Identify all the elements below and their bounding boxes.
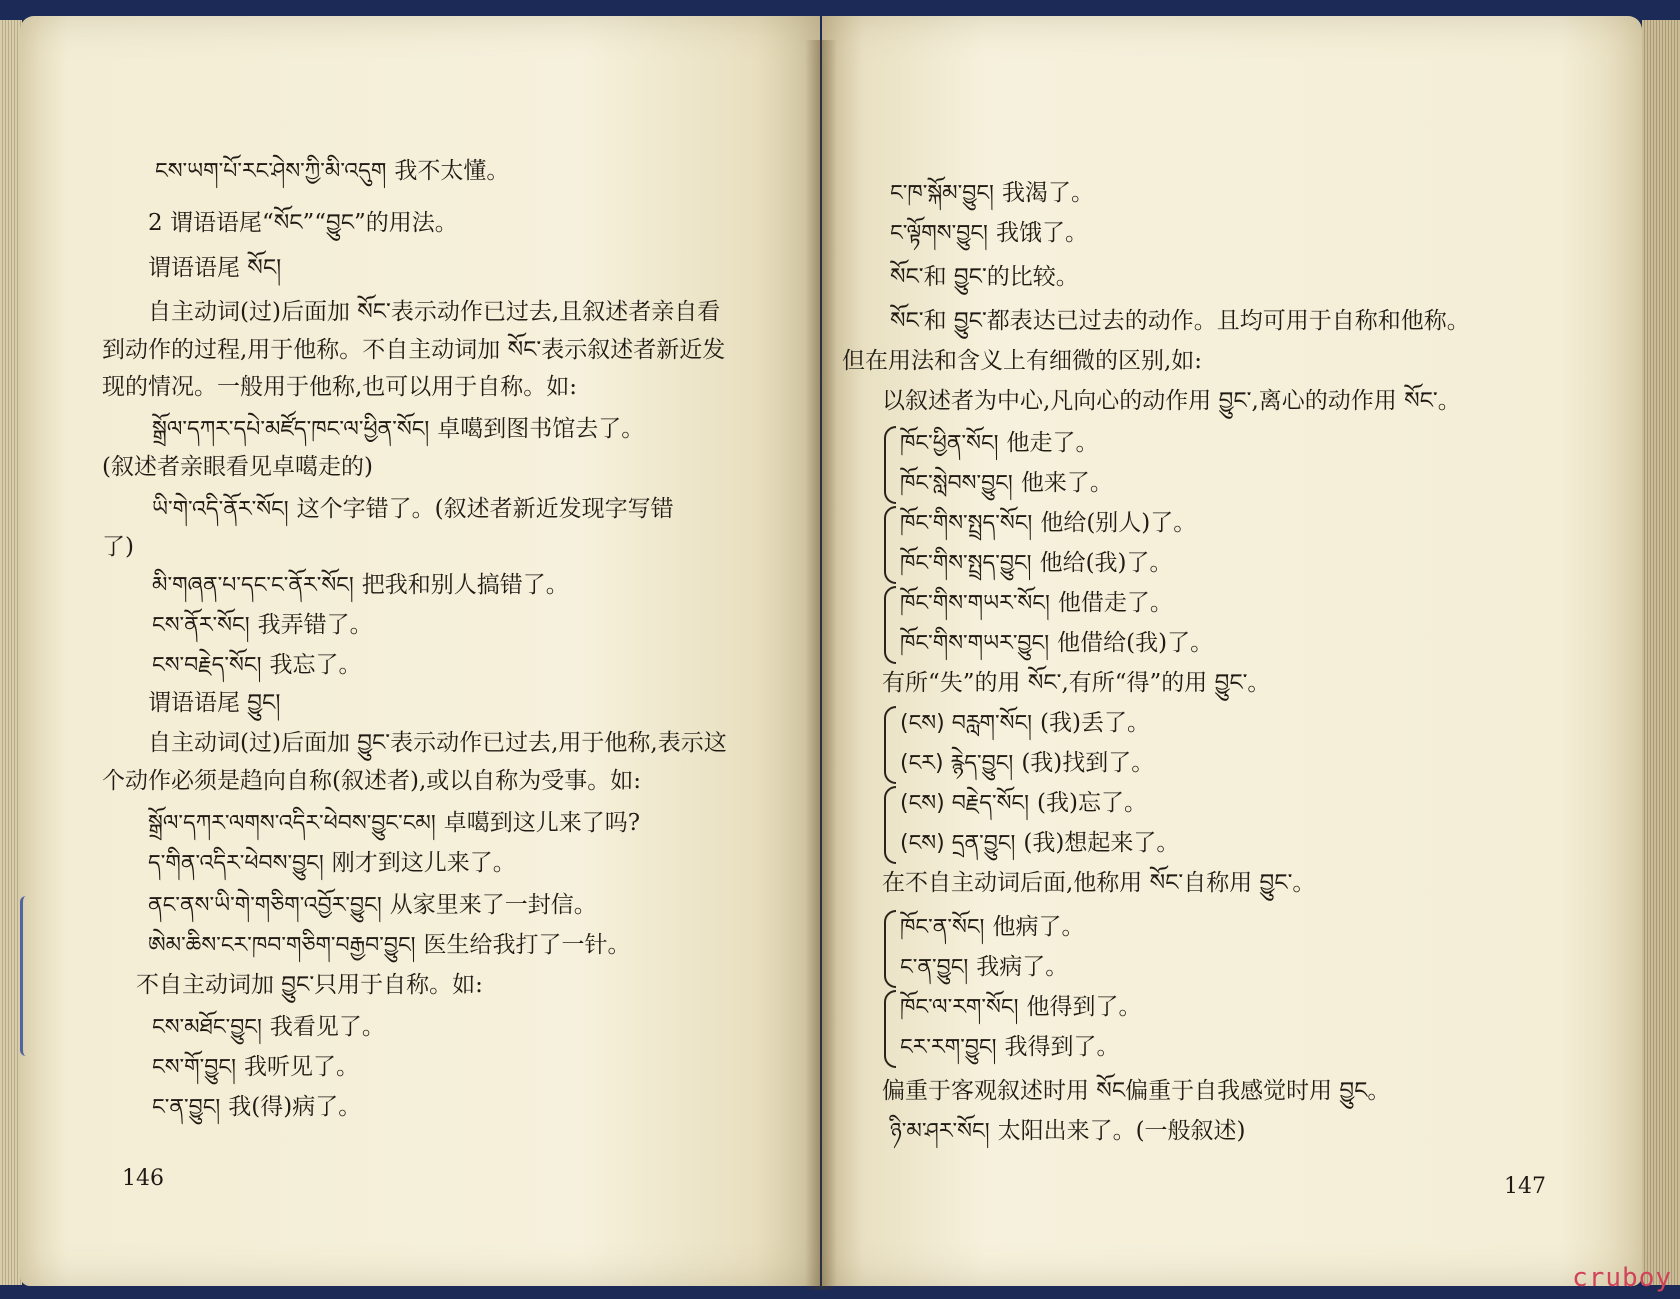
chinese-text: 把我和别人搞错了。 — [361, 572, 569, 598]
chinese-text: 这个字错了。(叙述者新近发现字写错 — [296, 496, 674, 522]
left-page-line — [102, 372, 577, 402]
right-page-line — [900, 788, 1147, 819]
chinese-text: 在不自主动词后面,他称用 སོང་自称用 བྱུང་。 — [882, 870, 1316, 896]
chinese-text: 谓语语尾 བྱུང། — [148, 690, 281, 716]
margin-ink-mark — [20, 896, 37, 1056]
tibetan-phrase: མི་གཞན་པ་དང་ང་ནོར་སོང། — [152, 573, 354, 598]
chinese-text: 以叙述者为中心,凡向心的动作用 བྱུང་,离心的动作用 སོང་。 — [882, 388, 1461, 414]
chinese-text: 太阳出来了。(一般叙述) — [997, 1118, 1246, 1144]
tibetan-phrase: ཁོང་གིས་གཡར་བྱུང། — [900, 631, 1050, 656]
chinese-text: (我)丢了。 — [1040, 710, 1150, 736]
grouping-brace — [884, 786, 896, 864]
page-edges-right — [1642, 20, 1680, 1285]
chinese-text: 他借走了。 — [1057, 590, 1173, 616]
chinese-text: 我不太懂。 — [394, 158, 510, 184]
left-page-line — [148, 890, 597, 921]
tibetan-phrase: ནང་ནས་ཡི་གེ་གཅིག་འབྱོར་བྱུང། — [148, 893, 382, 918]
right-page-line — [900, 548, 1173, 579]
chinese-text: 我听见了。 — [243, 1054, 359, 1080]
tibetan-phrase: (ངར) རྙེད་བྱུང། — [900, 751, 1014, 776]
chinese-text: 我(得)病了。 — [228, 1094, 362, 1120]
chinese-text: (我)想起来了。 — [1023, 830, 1180, 856]
tibetan-phrase: ཁོང་གིས་གཡར་སོང། — [900, 591, 1050, 616]
chinese-text: 我看见了。 — [269, 1014, 385, 1040]
left-page-line — [148, 848, 516, 879]
tibetan-phrase: ངས་གོ་བྱུང། — [152, 1055, 236, 1080]
right-page-line — [890, 262, 1079, 292]
right-page-line — [890, 306, 1470, 336]
right-page-line — [900, 1032, 1120, 1063]
left-page-line — [152, 1012, 385, 1043]
grouping-brace — [884, 586, 896, 664]
chinese-text: 我得到了。 — [1004, 1034, 1120, 1060]
left-page-line — [102, 532, 134, 562]
right-page-line — [900, 588, 1173, 619]
grouping-brace — [884, 506, 896, 584]
chinese-text: 他走了。 — [1006, 430, 1099, 456]
left-page-line — [102, 766, 641, 796]
tibetan-phrase: ངར་རག་བྱུང། — [900, 1035, 997, 1060]
left-page-line — [152, 650, 361, 681]
chinese-text: 刚才到这儿来了。 — [331, 850, 516, 876]
chinese-text: 了) — [102, 534, 134, 560]
chinese-text: 自主动词(过)后面加 བྱུང་表示动作已过去,用于他称,表示这 — [148, 730, 727, 756]
left-page-line — [152, 610, 373, 641]
right-page-line — [900, 828, 1179, 859]
right-page-line — [900, 748, 1154, 779]
left-page-line — [152, 494, 674, 525]
right-page-line — [890, 218, 1088, 249]
chinese-text: 有所“失”的用 སོང་,有所“得”的用 བྱུང་。 — [882, 670, 1271, 696]
tibetan-phrase: ཨེམ་ཆིས་ངར་ཁབ་གཅིག་བརྒྱབ་བྱུང། — [148, 933, 416, 958]
tibetan-phrase: ང་ན་བྱུང། — [152, 1095, 221, 1120]
right-page-line — [900, 912, 1084, 943]
tibetan-phrase: ཉི་མ་ཤར་སོང། — [890, 1119, 990, 1144]
left-page-line — [102, 452, 373, 482]
tibetan-phrase: ངས་མཐོང་བྱུང། — [152, 1015, 262, 1040]
tibetan-phrase: ང་ལྟོགས་བྱུང། — [890, 221, 988, 246]
left-page-line — [136, 970, 483, 1000]
chinese-text: 我病了。 — [976, 954, 1069, 980]
page-number-left: 146 — [122, 1166, 164, 1191]
tibetan-phrase: སྒྲོལ་དཀར་དཔེ་མཛོད་ཁང་ལ་ཕྱིན་སོང། — [152, 417, 430, 442]
watermark: cruboy — [1572, 1263, 1672, 1293]
page-number-right: 147 — [1504, 1174, 1546, 1199]
chinese-text: 卓噶到这儿来了吗? — [443, 810, 641, 836]
chinese-text: 偏重于客观叙述时用 སོང偏重于自我感觉时用 བྱུང。 — [882, 1078, 1391, 1104]
tibetan-phrase: ངས་བརྗེད་སོང། — [152, 653, 262, 678]
chinese-text: (我)忘了。 — [1037, 790, 1147, 816]
chinese-text: 不自主动词加 བྱུང་只用于自称。如: — [136, 972, 483, 998]
left-page-line — [148, 297, 720, 327]
tibetan-phrase: སྒྲོལ་དཀར་ལགས་འདིར་ཕེབས་བྱུང་ངམ། — [148, 811, 436, 836]
tibetan-phrase: (ངས) བརླག་སོང། — [900, 711, 1033, 736]
chinese-text: 现的情况。一般用于他称,也可以用于自称。如: — [102, 374, 578, 400]
right-page — [822, 16, 1642, 1286]
chinese-text: 他给(我)了。 — [1039, 550, 1173, 576]
right-page-line — [900, 508, 1196, 539]
right-page-line — [900, 428, 1099, 459]
chinese-text: སོང་和 བྱུང་都表达已过去的动作。且均可用于自称和他称。 — [890, 308, 1470, 334]
right-page-line — [900, 952, 1068, 983]
chinese-text: 我忘了。 — [269, 652, 362, 678]
chinese-text: 他给(别人)了。 — [1040, 510, 1197, 536]
right-page-line — [900, 708, 1150, 739]
page-edges-left — [0, 20, 22, 1285]
left-page — [20, 16, 820, 1286]
grouping-brace — [884, 910, 896, 988]
tibetan-phrase: ཁོང་ཕྱིན་སོང། — [900, 431, 999, 456]
chinese-text: 卓噶到图书馆去了。 — [437, 416, 645, 442]
left-page-line — [148, 930, 631, 961]
right-page-line — [900, 992, 1141, 1023]
tibetan-phrase: ཁོང་སླེབས་བྱུང། — [900, 471, 1013, 496]
left-page-line — [148, 728, 727, 758]
left-page-line — [102, 335, 725, 365]
left-page-line — [155, 156, 509, 187]
chinese-text: 医生给我打了一针。 — [423, 932, 631, 958]
chinese-text: 他来了。 — [1020, 470, 1113, 496]
tibetan-phrase: ང་ཁ་སྐོམ་བྱུང། — [890, 181, 994, 206]
left-page-line — [148, 208, 458, 238]
right-page-line — [890, 1116, 1246, 1147]
right-page-line — [882, 868, 1315, 898]
tibetan-phrase: ང་ན་བྱུང། — [900, 955, 969, 980]
tibetan-phrase: ད་གིན་འདིར་ཕེབས་བྱུང། — [148, 851, 324, 876]
right-page-line — [900, 628, 1213, 659]
tibetan-phrase: ཁོང་གིས་སྤྲད་སོང། — [900, 511, 1033, 536]
left-page-line — [152, 414, 644, 445]
grouping-brace — [884, 426, 896, 504]
chinese-text: སོང་和 བྱུང་的比较。 — [890, 264, 1079, 290]
chinese-text: 他得到了。 — [1026, 994, 1142, 1020]
grouping-brace — [884, 990, 896, 1068]
tibetan-phrase: (ངས) བརྗེད་སོང། — [900, 791, 1030, 816]
grouping-brace — [884, 706, 896, 784]
left-page-line — [148, 688, 280, 718]
chinese-text: 但在用法和含义上有细微的区别,如: — [842, 348, 1203, 374]
chinese-text: 我渴了。 — [1001, 180, 1094, 206]
chinese-text: 2 谓语语尾“སོང”“བྱུང”的用法。 — [148, 210, 458, 236]
chinese-text: 从家里来了一封信。 — [389, 892, 597, 918]
chinese-text: 谓语语尾 སོང། — [148, 255, 282, 281]
chinese-text: (叙述者亲眼看见卓噶走的) — [102, 454, 373, 480]
chinese-text: 个动作必须是趋向自称(叙述者),或以自称为受事。如: — [102, 768, 642, 794]
chinese-text: 自主动词(过)后面加 སོང་表示动作已过去,且叙述者亲自看 — [148, 299, 721, 325]
chinese-text: 他借给(我)了。 — [1057, 630, 1214, 656]
left-page-line — [152, 570, 569, 601]
chinese-text: 他病了。 — [992, 914, 1085, 940]
chinese-text: 到动作的过程,用于他称。不自主动词加 སོང་表示叙述者新近发 — [102, 337, 726, 363]
tibetan-phrase: ངས་ནོར་སོང། — [152, 613, 250, 638]
right-page-line — [890, 178, 1094, 209]
left-page-line — [148, 253, 281, 283]
left-page-line — [152, 1092, 361, 1123]
right-page-line — [882, 1076, 1390, 1106]
tibetan-phrase: (ངས) དྲན་བྱུང། — [900, 831, 1016, 856]
right-page-line — [882, 386, 1461, 416]
right-page-line — [842, 346, 1202, 376]
right-page-line — [900, 468, 1113, 499]
book-gutter — [805, 40, 837, 1290]
tibetan-phrase: ཁོང་ན་སོང། — [900, 915, 985, 940]
tibetan-phrase: ཡི་གེ་འདི་ནོར་སོང། — [152, 497, 289, 522]
chinese-text: 我饿了。 — [995, 220, 1088, 246]
tibetan-phrase: ཁོང་གིས་སྤྲད་བྱུང། — [900, 551, 1032, 576]
chinese-text: (我)找到了。 — [1021, 750, 1155, 776]
tibetan-phrase: ཁོང་ལ་རག་སོང། — [900, 995, 1019, 1020]
left-page-line — [148, 808, 640, 839]
tibetan-phrase: ངས་ཡག་པོ་རང་ཤེས་ཀྱི་མི་འདུག — [155, 159, 387, 184]
right-page-line — [882, 668, 1270, 698]
left-page-line — [152, 1052, 359, 1083]
chinese-text: 我弄错了。 — [257, 612, 373, 638]
